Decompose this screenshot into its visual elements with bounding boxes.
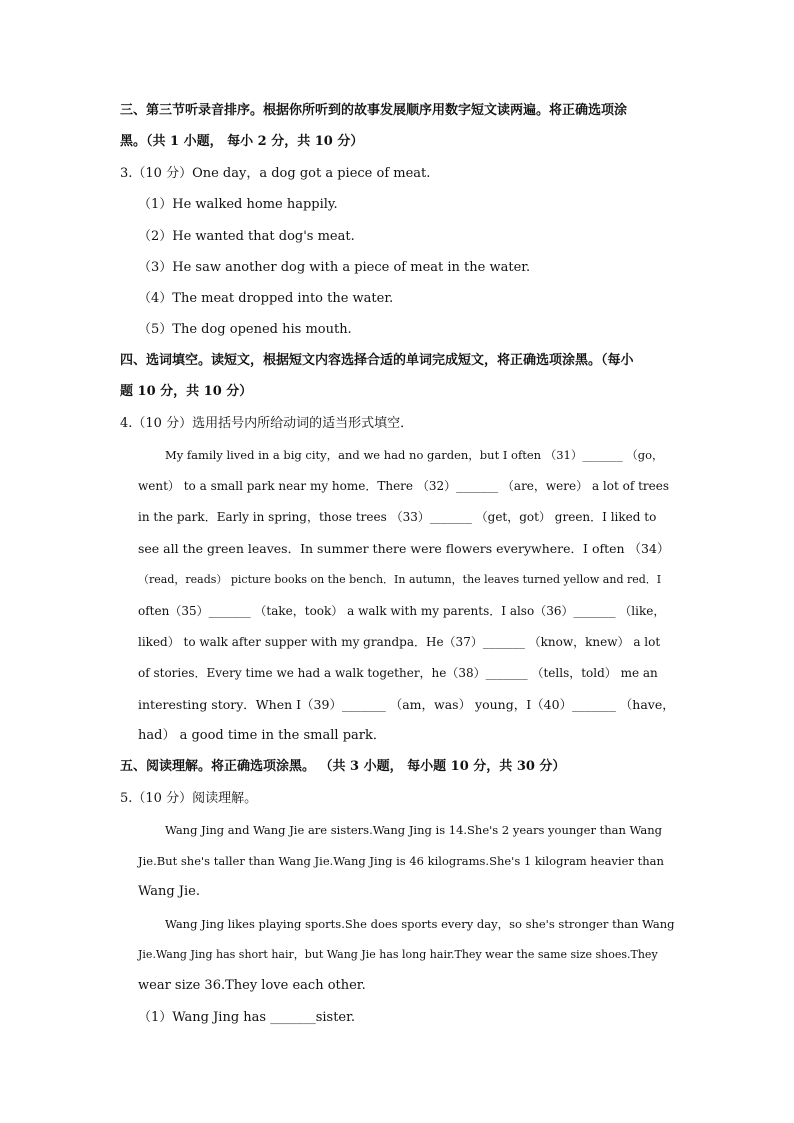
question-5-stem: 5.（10 分）阅读理解。 [120, 791, 258, 806]
passage-5-line-5: Jie.Wang Jing has short hair，but Wang Jie has long hair.They wear the same size shoes.They [138, 948, 658, 961]
passage-5-line-1: Wang Jing and Wang Jie are sisters.Wang Jing is 14.She's 2 years younger than Wang [165, 823, 662, 837]
passage-4-line-7: liked） to walk after supper with my grandpa．He（37）_______ （know，knew） a lot [138, 635, 661, 649]
passage-4-line-4: see all the green leaves．In summer there were flowers everywhere．I often （34） [138, 541, 670, 556]
question-3-item-4: （4）The meat dropped into the water. [138, 291, 394, 306]
question-3-item-2: （2）He wanted that dog's meat. [138, 229, 355, 244]
passage-4-line-10: had） a good time in the small park． [138, 728, 386, 743]
passage-5-line-4: Wang Jing likes playing sports.She does sports every day，so she's stronger than Wang [165, 917, 675, 931]
passage-5-line-3: Wang Jie. [138, 884, 201, 899]
passage-4-line-3: in the park．Early in spring，those trees （33）_______ （get，got） green．I liked to [138, 510, 657, 524]
question-3-item-5: （5）The dog opened his mouth. [138, 322, 352, 337]
passage-4-line-8: of stories．Every time we had a walk together，he（38）_______ （tells，told） me an [138, 666, 658, 680]
section-3-heading-line-2: 黑。（共 1 小题， 每小 2 分，共 10 分） [120, 134, 364, 149]
question-3-item-1: （1）He walked home happily. [138, 197, 338, 212]
section-4-heading-line-1: 四、选词填空。读短文，根据短文内容选择合适的单词完成短文，将正确选项涂黑。（每小 [120, 353, 634, 368]
passage-4-line-9: interesting story．When I（39）_______ （am，was） young，I（40）_______ （have， [138, 697, 675, 712]
question-3-stem: 3.（10 分）One day，a dog got a piece of meat. [120, 166, 431, 181]
question-5-sub-1: （1）Wang Jing has _______sister. [138, 1010, 356, 1025]
passage-4-line-6: often（35）_______ （take，took） a walk with my parents．I also（36）_______ （like， [138, 604, 666, 618]
passage-4-line-5: （read，reads） picture books on the bench．In autumn，the leaves turned yellow and red．I [138, 573, 662, 586]
passage-4-line-2: went） to a small park near my home．There （32）_______ （are，were） a lot of trees [138, 479, 670, 493]
section-4-heading-line-2: 题 10 分，共 10 分） [120, 384, 253, 399]
section-5-heading: 五、阅读理解。将正确选项涂黑。 （共 3 小题， 每小题 10 分，共 30 分） [120, 759, 566, 774]
section-3-heading-line-1: 三、第三节听录音排序。根据你所听到的故事发展顺序用数字短文读两遍。将正确选项涂 [120, 103, 628, 118]
passage-5-line-2: Jie.But she's taller than Wang Jie.Wang Jing is 46 kilograms.She's 1 kilogram heavier than [138, 854, 664, 868]
passage-5-line-6: wear size 36.They love each other. [138, 978, 366, 993]
question-3-item-3: （3）He saw another dog with a piece of meat in the water. [138, 260, 531, 275]
passage-4-line-1: My family lived in a big city，and we had no garden，but I often （31）_______ （go， [165, 448, 664, 462]
question-4-stem: 4.（10 分）选用括号内所给动词的适当形式填空． [120, 416, 414, 431]
